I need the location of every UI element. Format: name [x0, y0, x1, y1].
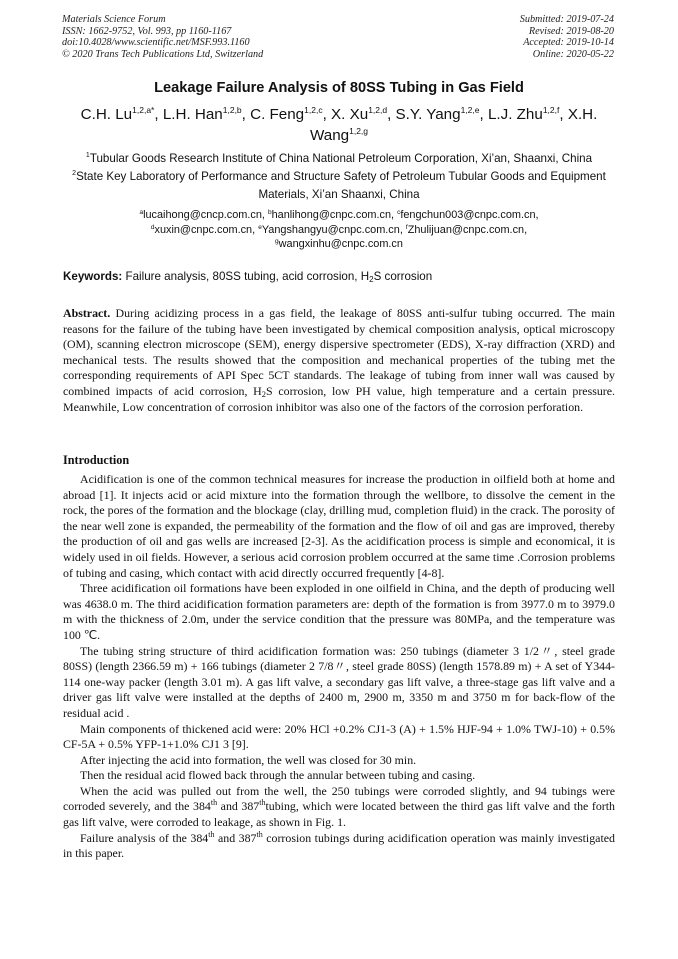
journal-header-left — [62, 14, 263, 60]
doi-line[interactable]: doi:10.4028/www.scientific.net/MSF.993.1160 — [62, 37, 250, 48]
section-heading-introduction: Introduction — [63, 453, 130, 467]
email-sup: f — [405, 223, 408, 231]
paragraph: Then the residual acid flowed back through the annular between tubing and casing. — [80, 768, 476, 783]
affiliation-sup: 2 — [72, 170, 77, 177]
issn-line: ISSN: 1662-9752, Vol. 993, pp 1160-1167 — [62, 25, 232, 37]
paragraph: The tubing string structure of third acidification formation was: 250 tubings (diameter 3 1/2〃, steel grade 80SS) (length 2366.59 m) + 166 tubings (diameter 2 7/8〃, steel grade 80SS) (length 1578.89 m) + A set of Y344-114 one-way packer (length 3.01 m). A gas lift valve, a secondary gas lift valve, a three-stage gas lift valve and a driver gas lift valve were installed at the depths of 2400 m, 2900 m, 3350 m and 3750 m for back-flow of the residual acid . — [63, 643, 615, 720]
email-link[interactable]: Yangshangyu@cnpc.com.cn — [261, 223, 400, 236]
email-sup: g — [275, 238, 279, 245]
abstract-label: Abstract. — [63, 306, 111, 320]
para-text: Failure analysis of the 384 — [80, 830, 209, 845]
email-sup: e — [258, 223, 262, 231]
paragraph — [63, 831, 615, 862]
journal-header-right — [520, 14, 614, 60]
email-link[interactable]: fengchun003@cnpc.com.cn — [400, 209, 536, 221]
ordinal-sup: th — [256, 829, 263, 839]
ordinal-sup: th — [208, 829, 215, 839]
author-sup: 1,2,b — [222, 105, 242, 115]
author-sup: 1,2,g — [349, 126, 369, 136]
para-text: When the acid was pulled out from the well, the 250 tubings were corroded slightly, and 94 tubings were corroded severely, and the 384 — [63, 783, 615, 814]
author-sup: 1,2,a* — [132, 105, 155, 115]
keywords-tail: S corrosion — [373, 270, 433, 283]
affiliation-text: Tubular Goods Research Institute of China National Petroleum Corporation, Xi’an, Shaanxi, China — [89, 152, 593, 165]
para-text: and 387 — [217, 799, 260, 814]
abstract-sub: 2 — [261, 388, 267, 399]
submitted-date: Submitted: 2019-07-24 — [519, 14, 614, 25]
keywords — [63, 270, 623, 283]
introduction-body — [63, 472, 615, 862]
paragraph: Acidification is one of the common technical measures for increase the production in oilfield both at home and abroad [1]. It injects acid or acid mixture into the formation through the wellbore, to dissolve the cement in the rock, the pores of the formation and the blockage (clay, drilling mud, completion fluid) in the crack. The porosity of the near well zone is expanded, the permeability of the formation and the flow of oil and gas are improved, thereby the production of oil and gas wells are increased [2-3]. As the acidification process is simple and economical, it is widely used in oil fields. However, a serious acid corrosion problem occurred at the same time .Corrosion problems of tubing and casing, which contact with acid directly occurred frequently [4-8]. — [63, 472, 615, 580]
author-sup: 1,2,d — [368, 105, 388, 115]
accepted-date: Accepted: 2019-10-14 — [523, 37, 614, 48]
affiliation-text: State Key Laboratory of Performance and Structure Safety of Petroleum Tubular Goods and Equipment Materials, Xi’an Shaanxi, China — [76, 170, 606, 201]
author-name: C.H. Lu — [80, 106, 133, 123]
email-sup: d — [150, 223, 155, 231]
paragraph: Main components of thickened acid were: 20% HCl +0.2% CJ1-3 (A) + 1.5% HJF-94 + 1.0% TWJ-10) + 0.5% CF-5A + 0.5% YFP-1+1.0% CJ1 3 [9]. — [63, 721, 615, 752]
email-list: $^a$lucaihong@cncp.com.cn, $^b$hanlihong@cnpc.com.cn, $^c$fengchun003@cnpc.com.cn, $^d$xuxin@cnpc.com.cn, $^e$Yangshangyu@cnpc.com.cn, $^f$Zhulijuan@cnpc.com.cn, $^g$wangxinhu@cnpc.com.cn — [139, 209, 539, 250]
author-name: L.J. Zhu — [487, 106, 543, 123]
email-link[interactable]: hanlihong@cnpc.com.cn — [271, 209, 392, 221]
affiliation-2 — [60, 168, 618, 204]
para-text: tubing, which were located between the third gas lift valve and the forth gas lift valve, were corroded to leakage, as shown in Fig. 1. — [63, 799, 616, 830]
para-text: and 387 — [214, 830, 257, 845]
ordinal-sup: th — [210, 798, 218, 808]
author-sup: 1,2,c — [304, 105, 323, 115]
keywords-label: Keywords: — [63, 270, 123, 283]
author-name: S.Y. Yang — [395, 106, 461, 123]
online-date: Online: 2020-05-22 — [532, 48, 614, 60]
author-name: L.H. Han — [162, 106, 223, 123]
paper-title: Leakage Failure Analysis of 80SS Tubing in Gas Field — [154, 80, 524, 96]
email-link[interactable]: Zhulijuan@cnpc.com.cn — [407, 223, 525, 236]
author-name: X.H. Wang — [309, 106, 598, 144]
revised-date: Revised: 2019-08-20 — [528, 25, 614, 37]
paragraph — [63, 784, 615, 831]
email-sup: c — [397, 209, 401, 216]
paragraph: After injecting the acid into formation, the well was closed for 30 min. — [80, 752, 417, 767]
affiliation-sup: 1 — [85, 152, 90, 159]
email-sup: a — [139, 209, 144, 216]
author-name: X. Xu — [331, 106, 369, 123]
copyright-line: © 2020 Trans Tech Publications Ltd, Switzerland — [62, 48, 264, 60]
author-sup: 1,2,e — [460, 105, 480, 115]
keywords-sub: 2 — [369, 275, 374, 284]
affiliation-1 — [60, 150, 618, 168]
abstract-text-cont: S corrosion, low PH value, high temperature and a certain pressure. Meanwhile, Low concentration of corrosion inhibitor was also one of the factors of the corrosion perforation. — [63, 383, 615, 414]
journal-name: Materials Science Forum — [62, 14, 166, 25]
email-link[interactable]: wangxinhu@cnpc.com.cn — [278, 238, 403, 250]
author-list: C.H. $Lu^{1,2,a*}$, L.H. Han$^{1,2,b}$, C. Feng$^{1,2,c}$, X. Xu$^{1,2,d}$, S.Y. Yang$^{1,2,e}$, L.J. Zhu$^{1,2,f}$, X.H. Wang$^{1,2,g}$ — [80, 105, 598, 144]
author-name: C. Feng — [250, 106, 305, 123]
abstract-text: During acidizing process in a gas field, the leakage of 80SS anti-sulfur tubing occurred. The main reasons for the failure of the tubing have been investigated by chemical composition analysis, optical microscopy (OM), scanning electron microscope (SEM), energy dispersive spectrometer (EDS), X-ray diffraction (XRD) and mechanical tests. The results showed that the composition and mechanical properties of the tubing met the corresponding requirements of API Spec 5CT standards. The leakage of tubing from inner wall was caused by combined impacts of acid corrosion, H — [63, 306, 615, 398]
email-sup: b — [267, 209, 272, 216]
ordinal-sup: th — [259, 798, 266, 808]
email-link[interactable]: lucaihong@cncp.com.cn — [143, 209, 262, 221]
author-sup: 1,2,f — [542, 105, 560, 115]
paragraph: Three acidification oil formations have been exploded in one oilfield in China, and the depth of producing well was 4638.0 m. The third acidification formation parameters are: depth of the formation is from 3977.0 m to 3979.0 m with the thickness of 2.0m, under the service condition that the pressure was 80MPa, and the temperature was 100 ℃. — [63, 581, 615, 642]
email-link[interactable]: xuxin@cnpc.com.cn — [154, 223, 253, 236]
keywords-text: Failure analysis, 80SS tubing, acid corrosion, H — [125, 270, 370, 283]
abstract — [63, 306, 615, 415]
para-text: corrosion tubings during acidification operation was mainly investigated in this paper. — [63, 830, 615, 861]
